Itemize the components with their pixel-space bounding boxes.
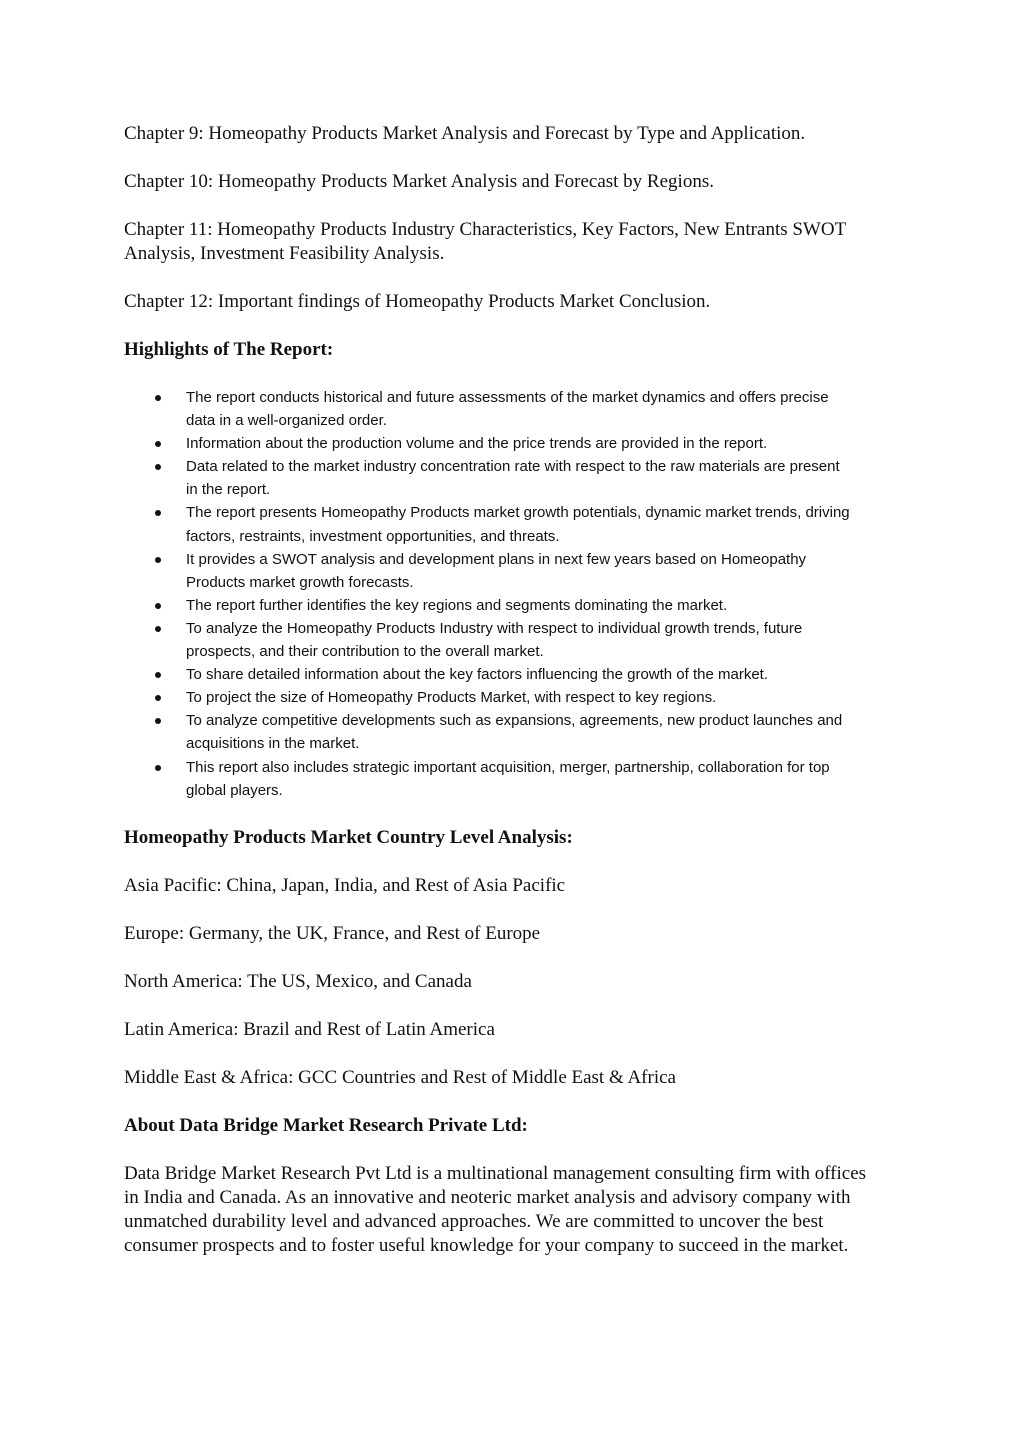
list-item: To project the size of Homeopathy Products Market, with respect to key regions.: [124, 686, 854, 709]
document-page: [124, 122, 904, 1282]
bullet-icon: [155, 510, 161, 516]
region-latin-america: Latin America: Brazil and Rest of Latin America: [124, 1018, 495, 1040]
chapter-12-line: Chapter 12: Important findings of Homeopathy Products Market Conclusion.: [124, 291, 711, 312]
region-europe: Europe: Germany, the UK, France, and Rest of Europe: [124, 922, 541, 944]
list-item: To analyze the Homeopathy Products Industry with respect to individual growth trends, future prospects, and their contribution to the overall market.: [124, 617, 854, 663]
highlights-list: [124, 386, 854, 802]
chapter-9-line: Chapter 9: Homeopathy Products Market Analysis and Forecast by Type and Application.: [124, 123, 806, 144]
bullet-icon: [155, 718, 161, 724]
bullet-icon: [155, 695, 161, 701]
chapter-10-line: Chapter 10: Homeopathy Products Market Analysis and Forecast by Regions.: [124, 171, 714, 192]
bullet-icon: [155, 603, 161, 609]
region-asia-pacific: Asia Pacific: China, Japan, India, and Rest of Asia Pacific: [124, 874, 566, 896]
list-item: Information about the production volume and the price trends are provided in the report.: [124, 432, 854, 455]
list-item: To analyze competitive developments such as expansions, agreements, new product launches and acquisitions in the market.: [124, 709, 854, 755]
region-middle-east-africa: Middle East & Africa: GCC Countries and Rest of Middle East & Africa: [124, 1066, 676, 1088]
bullet-icon: [155, 626, 161, 632]
about-body: Data Bridge Market Research Pvt Ltd is a multinational management consulting firm with offices in India and Canada. As an innovative and neoteric market analysis and advisory company with unmatched durability level and advanced approaches. We are committed to uncover the best consumer prospects and to foster useful knowledge for your company to succeed in the market.: [124, 1162, 867, 1256]
list-item: The report conducts historical and future assessments of the market dynamics and offers precise data in a well-organized order.: [124, 386, 854, 432]
list-item: This report also includes strategic important acquisition, merger, partnership, collaboration for top global players.: [124, 756, 854, 802]
bullet-icon: [155, 557, 161, 563]
list-item: The report further identifies the key regions and segments dominating the market.: [124, 594, 854, 617]
highlights-heading: Highlights of The Report:: [124, 339, 334, 360]
bullet-icon: [155, 765, 161, 771]
bullet-icon: [155, 672, 161, 678]
bullet-icon: [155, 464, 161, 470]
list-item: Data related to the market industry concentration rate with respect to the raw materials are present in the report.: [124, 455, 854, 501]
bullet-icon: [155, 395, 161, 401]
list-item: The report presents Homeopathy Products market growth potentials, dynamic market trends, driving factors, restraints, investment opportunities, and threats.: [124, 501, 854, 547]
list-item: To share detailed information about the key factors influencing the growth of the market.: [124, 663, 854, 686]
bullet-icon: [155, 441, 161, 447]
chapter-11-line: Chapter 11: Homeopathy Products Industry Characteristics, Key Factors, New Entrants SWOT Analysis, Investment Feasibility Analysis.: [124, 219, 846, 264]
list-item: It provides a SWOT analysis and development plans in next few years based on Homeopathy Products market growth forecasts.: [124, 548, 854, 594]
country-analysis-heading: Homeopathy Products Market Country Level Analysis:: [124, 826, 573, 848]
region-north-america: North America: The US, Mexico, and Canada: [124, 970, 472, 992]
about-heading: About Data Bridge Market Research Private Ltd:: [124, 1114, 528, 1136]
